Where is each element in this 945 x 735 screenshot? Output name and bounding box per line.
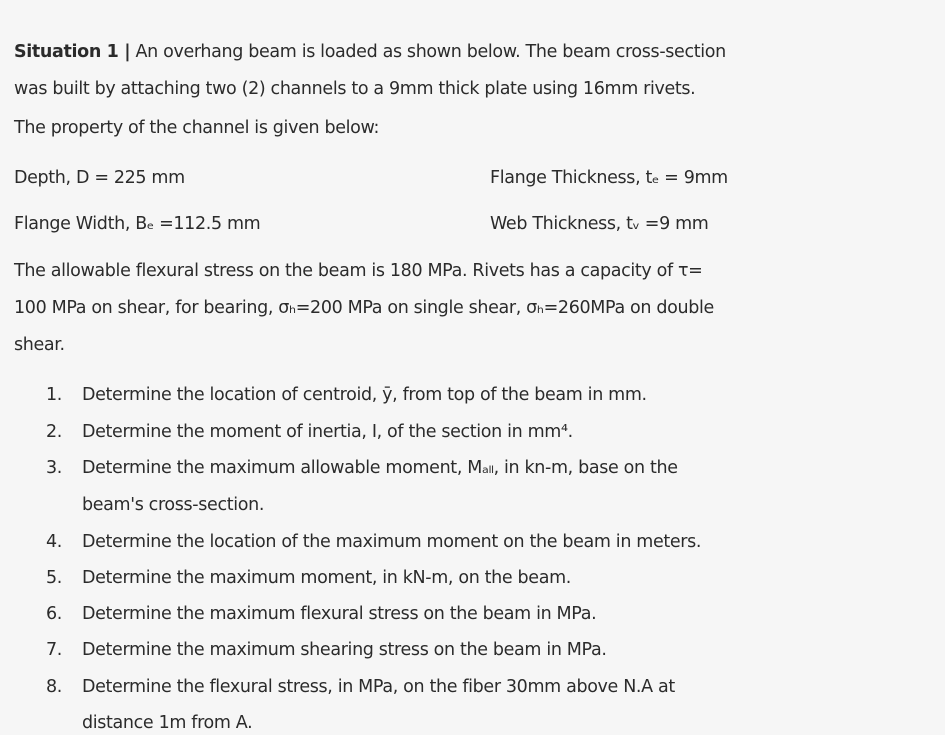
question-text: Determine the maximum allowable moment, Mₐₗₗ, in kn-m, base on the <box>82 458 678 478</box>
stress-line-2: 100 MPa on shear, for bearing, σₕ=200 MPa on single shear, σₕ=260MPa on double <box>14 298 714 318</box>
question-item <box>46 456 678 480</box>
question-text: Determine the maximum flexural stress on the beam in MPa. <box>82 604 597 624</box>
situation-line-2: was built by attaching two (2) channels to a 9mm thick plate using 16mm rivets. <box>14 79 696 99</box>
question-item <box>46 530 701 554</box>
question-text: Determine the location of centroid, ȳ, from top of the beam in mm. <box>82 385 647 405</box>
question-text-continued: distance 1m from A. <box>82 713 253 733</box>
question-item <box>46 420 573 444</box>
question-item <box>46 566 571 590</box>
question-text: Determine the maximum moment, in kN-m, on the beam. <box>82 568 571 588</box>
question-text: Determine the flexural stress, in MPa, on the fiber 30mm above N.A at <box>82 677 675 697</box>
stress-line-3: shear. <box>14 335 65 355</box>
question-number: 6. <box>46 604 62 624</box>
question-number: 4. <box>46 532 62 552</box>
situation-line-1 <box>14 40 726 64</box>
question-number: 8. <box>46 677 62 697</box>
question-number: 1. <box>46 385 62 405</box>
stress-line-1: The allowable flexural stress on the beam is 180 MPa. Rivets has a capacity of τ= <box>14 261 703 281</box>
property-flange-width: Flange Width, Bₑ =112.5 mm <box>14 214 261 234</box>
question-item <box>46 383 647 407</box>
property-flange-thickness: Flange Thickness, tₑ = 9mm <box>490 168 728 188</box>
property-web-thickness: Web Thickness, tᵥ =9 mm <box>490 214 709 234</box>
question-text: Determine the location of the maximum moment on the beam in meters. <box>82 532 702 552</box>
property-depth: Depth, D = 225 mm <box>14 168 185 188</box>
question-text-continued: beam's cross-section. <box>82 495 265 515</box>
question-number: 3. <box>46 458 62 478</box>
question-text: Determine the moment of inertia, I, of the section in mm⁴. <box>82 422 573 442</box>
situation-label: Situation 1 | <box>14 42 131 62</box>
question-item <box>46 602 596 626</box>
question-number: 7. <box>46 640 62 660</box>
question-number: 5. <box>46 568 62 588</box>
situation-line-3: The property of the channel is given below: <box>14 118 380 138</box>
question-item <box>46 638 607 662</box>
question-text: Determine the maximum shearing stress on the beam in MPa. <box>82 640 607 660</box>
question-number: 2. <box>46 422 62 442</box>
situation-text-1: An overhang beam is loaded as shown below. The beam cross-section <box>130 42 726 62</box>
question-item <box>46 675 675 699</box>
